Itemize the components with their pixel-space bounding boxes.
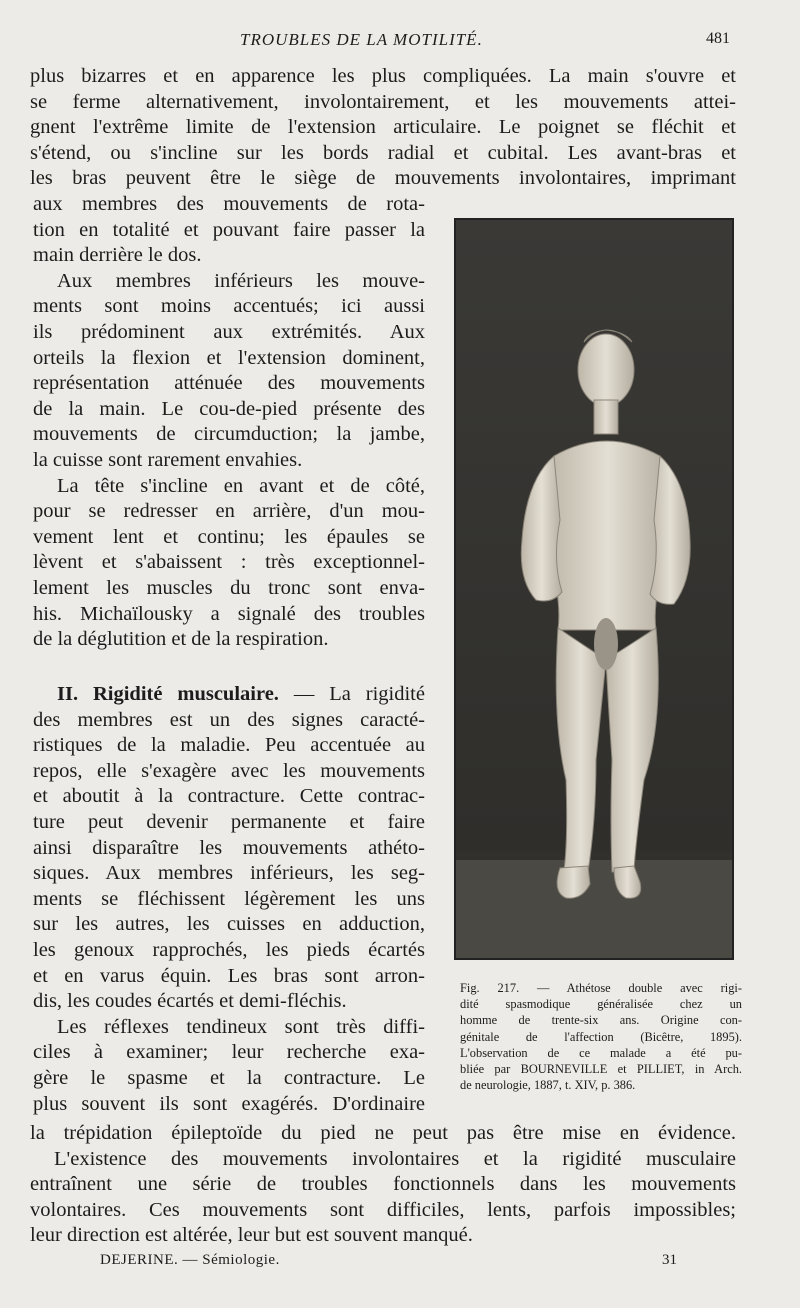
- text-line: L'existence des mouvements involontaires et la rigidité musculaire: [54, 1147, 736, 1170]
- text-line: les bras peuvent être le siège de mouvements involontaires, imprimant: [30, 167, 736, 190]
- text-line: tion en totalité et pouvant faire passer la: [33, 218, 425, 241]
- text-line: ristiques de la maladie. Peu accentuée au: [33, 734, 425, 757]
- text-line: orteils la flexion et l'extension dominent,: [33, 346, 425, 369]
- running-title: TROUBLES DE LA MOTILITÉ.: [240, 30, 483, 49]
- column-text: [33, 192, 425, 653]
- caption-line: génitale de l'affection (Bicêtre, 1895).: [460, 1029, 742, 1044]
- section-heading-rest: — La rigidité: [278, 683, 425, 705]
- text-line: La tête s'incline en avant et de côté,: [57, 474, 425, 497]
- page-number: 481: [706, 30, 730, 47]
- text-line: mouvements de circumduction; la jambe,: [33, 423, 425, 446]
- text-line: leur direction est altérée, leur but est souvent manqué.: [30, 1224, 473, 1247]
- text-line: his. Michaïlousky a signalé des troubles: [33, 602, 425, 625]
- text-line: des membres est un des signes caracté-: [33, 708, 425, 731]
- figure-photograph: [454, 218, 734, 960]
- text-line: entraînent une série de troubles fonctionnels dans les mouvements: [30, 1173, 736, 1196]
- text-line: lèvent et s'abaissent : très exceptionnel-: [33, 551, 425, 574]
- text-line: Aux membres inférieurs les mouve-: [57, 269, 425, 292]
- text-line: pour se redresser en arrière, d'un mou-: [33, 500, 425, 523]
- text-line: se ferme alternativement, involontairement, et les mouvements attei-: [30, 90, 736, 113]
- caption-line: de neurologie, 1887, t. XIV, p. 386.: [460, 1078, 636, 1093]
- text-line: siques. Aux membres inférieurs, les seg-: [33, 862, 425, 885]
- text-line: ments sont moins accentués; ici aussi: [33, 295, 425, 318]
- caption-line: Fig. 217. — Athétose double avec rigi-: [460, 981, 742, 995]
- text-line: de la déglutition et de la respiration.: [33, 628, 329, 651]
- text-line: les genoux rapprochés, les pieds écartés: [33, 938, 425, 961]
- text-line: repos, elle s'exagère avec les mouvements: [33, 759, 425, 782]
- bottom-paragraph: [30, 1121, 736, 1249]
- text-line: et en varus équin. Les bras sont arron-: [33, 964, 425, 987]
- running-head: [0, 30, 800, 56]
- text-line: plus souvent ils sont exagérés. D'ordinaire: [33, 1092, 425, 1115]
- text-line: de la main. Le cou-de-pied présente des: [33, 397, 425, 420]
- page-footer: [0, 1252, 800, 1276]
- top-paragraph: [30, 64, 736, 192]
- caption-line: homme de trente-six ans. Origine con-: [460, 1013, 742, 1028]
- figure-caption: [460, 980, 742, 1093]
- section-heading: II. Rigidité musculaire.: [57, 683, 279, 705]
- text-line: s'étend, ou s'incline sur les bords radial et cubital. Les avant-bras et: [30, 141, 736, 164]
- text-line: ture peut devenir permanente et faire: [33, 810, 425, 833]
- text-line: main derrière le dos.: [33, 244, 202, 267]
- text-line: et aboutit à la contracture. Cette contrac-: [33, 785, 425, 808]
- text-line: plus bizarres et en apparence les plus compliquées. La main s'ouvre et: [30, 65, 736, 87]
- text-line: dis, les coudes écartés et demi-fléchis.: [33, 990, 347, 1013]
- text-line: aux membres des mouvements de rota-: [33, 193, 425, 215]
- text-line: la cuisse sont rarement envahies.: [33, 448, 303, 471]
- text-line: ciles à examiner; leur recherche exa-: [33, 1041, 425, 1064]
- caption-line: bliée par BOURNEVILLE et PILLIET, in Arch.: [460, 1061, 742, 1076]
- section-rigidite: [33, 682, 425, 1117]
- text-line: vement lent et continu; les épaules se: [33, 525, 425, 548]
- text-line: gnent l'extrême limite de l'extension articulaire. Le poignet se fléchit et: [30, 116, 736, 139]
- caption-line: dité spasmodique généralisée chez un: [460, 997, 742, 1012]
- footer-author: DEJERINE. — Sémiologie.: [100, 1252, 280, 1268]
- patient-photo: [456, 220, 732, 958]
- text-line: représentation atténuée des mouvements: [33, 372, 425, 395]
- text-line: volontaires. Ces mouvements sont difficiles, lents, parfois impossibles;: [30, 1198, 736, 1221]
- text-line: lement les muscles du tronc sont enva-: [33, 576, 425, 599]
- text-line: ments se fléchissent légèrement les uns: [33, 887, 425, 910]
- text-line: Les réflexes tendineux sont très diffi-: [57, 1015, 425, 1038]
- text-line: ils prédominent aux extrémités. Aux: [33, 320, 425, 343]
- signature-mark: 31: [662, 1252, 677, 1268]
- caption-line: L'observation de ce malade a été pu-: [460, 1045, 742, 1060]
- section-heading-line: [33, 682, 425, 708]
- text-line: sur les autres, les cuisses en adduction,: [33, 913, 425, 936]
- text-line: ainsi disparaître les mouvements athéto-: [33, 836, 425, 859]
- text-line: la trépidation épileptoïde du pied ne peut pas être mise en évidence.: [30, 1122, 736, 1144]
- text-line: gère le spasme et la contracture. Le: [33, 1066, 425, 1089]
